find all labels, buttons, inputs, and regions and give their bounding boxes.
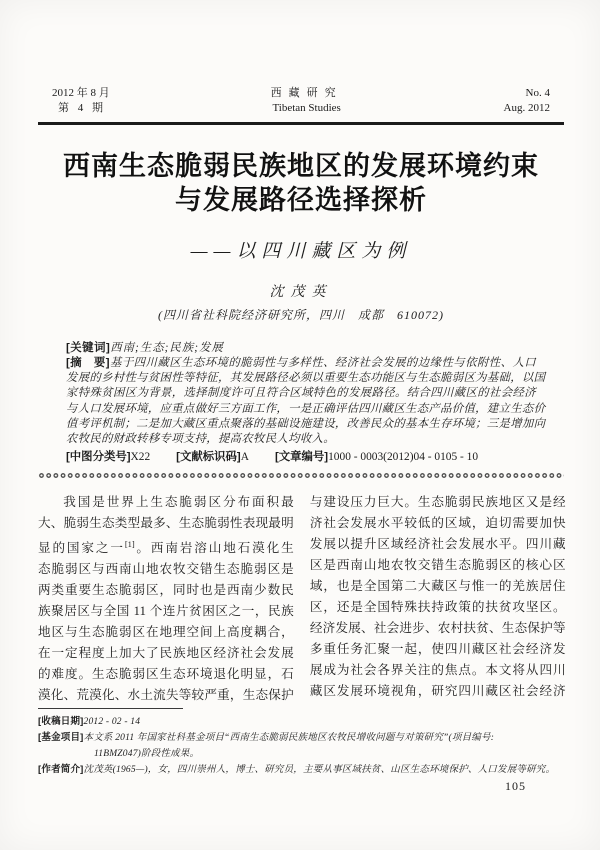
body-line: 态脆弱区与西南山地农牧交错生态脆弱区是 — [38, 562, 294, 577]
body-line: 大、脆弱生态类型最多、生态脆弱性表现最明 — [38, 516, 294, 531]
fund-label: [基金项目] — [38, 732, 84, 744]
body-line: 两类重要生态脆弱区，同时也是西南少数民 — [38, 583, 294, 598]
journal-name — [271, 86, 343, 116]
page-content — [38, 0, 564, 778]
page-number: 105 — [505, 779, 526, 793]
body-line — [38, 534, 294, 559]
header-issue-left — [52, 86, 110, 116]
body-line: 族聚居区与全国 11 个连片贫困区之一，民族 — [38, 604, 294, 619]
article-title-line2: 与发展路径选择探析 — [175, 185, 427, 215]
author-affiliation: (四川省社科院经济研究所，四川 成都 610072) — [158, 308, 444, 322]
body-line: 地区与生态脆弱区在地理空间上高度耦合， — [38, 625, 294, 640]
clc-value: X22 — [130, 451, 151, 464]
body-line: 区是西南山地农牧交错生态脆弱区的核心区 — [309, 558, 566, 573]
body-line: 藏区发展环境视角，研究四川藏区社会经济 — [309, 684, 566, 699]
header-issue-cn: 第 4 期 — [58, 102, 106, 114]
author-name: 沈茂英 — [269, 285, 333, 300]
abstract-line — [66, 356, 536, 371]
body-line: 与建设压力巨大。生态脆弱民族地区又是经 — [309, 495, 566, 510]
abstract-block — [38, 340, 564, 465]
doc-code-item — [176, 449, 249, 465]
footnote-fund — [38, 730, 564, 746]
body-columns — [38, 492, 564, 706]
body-line: 漠化、荒漠化、水土流失等较严重，生态保护 — [38, 688, 294, 703]
body-line-text: 。西南岩溶山地石漠化生 — [134, 541, 294, 556]
body-line: 展成为社会各界关注的焦点。本文将从四川 — [309, 663, 566, 678]
bio-value: 沈茂英(1965—)，女，四川崇州人，博士、研究员，主要从事区域扶贫、山区生态环境保护、人口发展等研究。 — [83, 765, 556, 776]
header-date-cn: 2012 年 8 月 — [52, 87, 110, 99]
keywords-value: 西南;生态;民族;发展 — [110, 342, 224, 354]
fund-text-line2: 11BMZ047)阶段性成果。 — [94, 749, 200, 760]
body-line: 经济发展、社会进步、农村扶贫、生态保护等 — [309, 621, 566, 636]
article-no-label: [文章编号] — [274, 451, 329, 464]
journal-name-cn: 西藏研究 — [270, 87, 343, 99]
abstract-line: 与人口发展环境，应重点做好三方面工作，一是正确评估四川藏区生态产品价值，建立生态价 — [66, 402, 546, 415]
footnotes-block — [38, 708, 564, 778]
body-line: 在一定程度上加大了民族地区经济社会发展 — [38, 646, 294, 661]
body-line-text: 显的国家之一 — [38, 541, 125, 556]
chain-ornament-divider — [38, 472, 564, 479]
keywords-label: [关键词] — [66, 342, 111, 354]
body-column-right — [310, 492, 566, 706]
footnote-author-bio — [38, 762, 564, 778]
abstract-line: 值考评机制；二是加大藏区重点聚落的基础设施建设，改善民众的基本生存环境；三是增加向 — [66, 417, 546, 430]
doc-code-value: A — [240, 451, 249, 464]
article-title-line1: 西南生态脆弱民族地区的发展环境约束 — [63, 151, 539, 181]
abstract-label: [摘 要] — [66, 357, 110, 369]
body-line: 发展以提升区域经济社会发展水平。四川藏 — [309, 537, 566, 552]
footnote-fund-continued — [38, 746, 564, 762]
clc-label: [中图分类号] — [66, 451, 131, 464]
footnote-received — [38, 714, 564, 730]
body-line: 的难度。生态脆弱区生态环境退化明显，石 — [38, 667, 294, 682]
abstract-line: 家特殊贫困区为背景，选择制度许可且符合区域特色的发展路径。结合四川藏区的社会经济 — [66, 387, 536, 400]
keywords-line — [66, 340, 536, 356]
body-line: 我国是世界上生态脆弱区分布面积最 — [63, 495, 294, 510]
received-value: 2012 - 02 - 14 — [83, 717, 141, 728]
header-issue-right — [504, 86, 550, 116]
body-line: 域，也是全国第二大藏区与惟一的羌族居住 — [309, 579, 566, 594]
received-label: [收稿日期] — [38, 716, 84, 728]
article-no-item — [275, 449, 478, 465]
abstract-text: 基于四川藏区生态环境的脆弱性与多样性、经济社会发展的边缘性与依附性、人口 — [109, 357, 536, 369]
header-date-en: Aug. 2012 — [503, 102, 550, 114]
article-title — [38, 149, 564, 217]
body-line: 多重任务汇聚一起，使四川藏区社会经济发 — [309, 642, 566, 657]
header-rule — [38, 122, 564, 125]
abstract-line: 农牧民的财政转移专项支持，提高农牧民人均收入。 — [66, 433, 335, 446]
header-issue-en: No. 4 — [525, 87, 550, 99]
clc-item — [66, 449, 150, 465]
body-column-left — [38, 492, 294, 706]
classification-codes-line — [66, 449, 536, 465]
article-no-value: 1000 - 0003(2012)04 - 0105 - 10 — [328, 451, 479, 464]
journal-name-en: Tibetan Studies — [272, 102, 341, 114]
citation-ref-1: [1] — [124, 539, 135, 550]
article-subtitle: ——以四川藏区为例 — [190, 241, 412, 262]
abstract-line: 发展的乡村性与贫困性等特征，其发展路径必须以重要生态功能区与生态脆弱区为基础，以国 — [66, 372, 546, 385]
bio-label: [作者简介] — [38, 764, 84, 776]
fund-text-line1: 本文系 2011 年国家社科基金项目“西南生态脆弱民族地区农牧民增收问题与对策研究”(项目编号: — [83, 733, 495, 744]
body-line: 济社会发展水平较低的区域，迫切需要加快 — [309, 516, 566, 531]
body-line: 区，还是全国特殊扶持政策的扶贫攻坚区。 — [309, 600, 566, 615]
doc-code-label: [文献标识码] — [176, 451, 241, 464]
journal-header — [38, 86, 564, 116]
footnote-rule — [38, 708, 183, 709]
